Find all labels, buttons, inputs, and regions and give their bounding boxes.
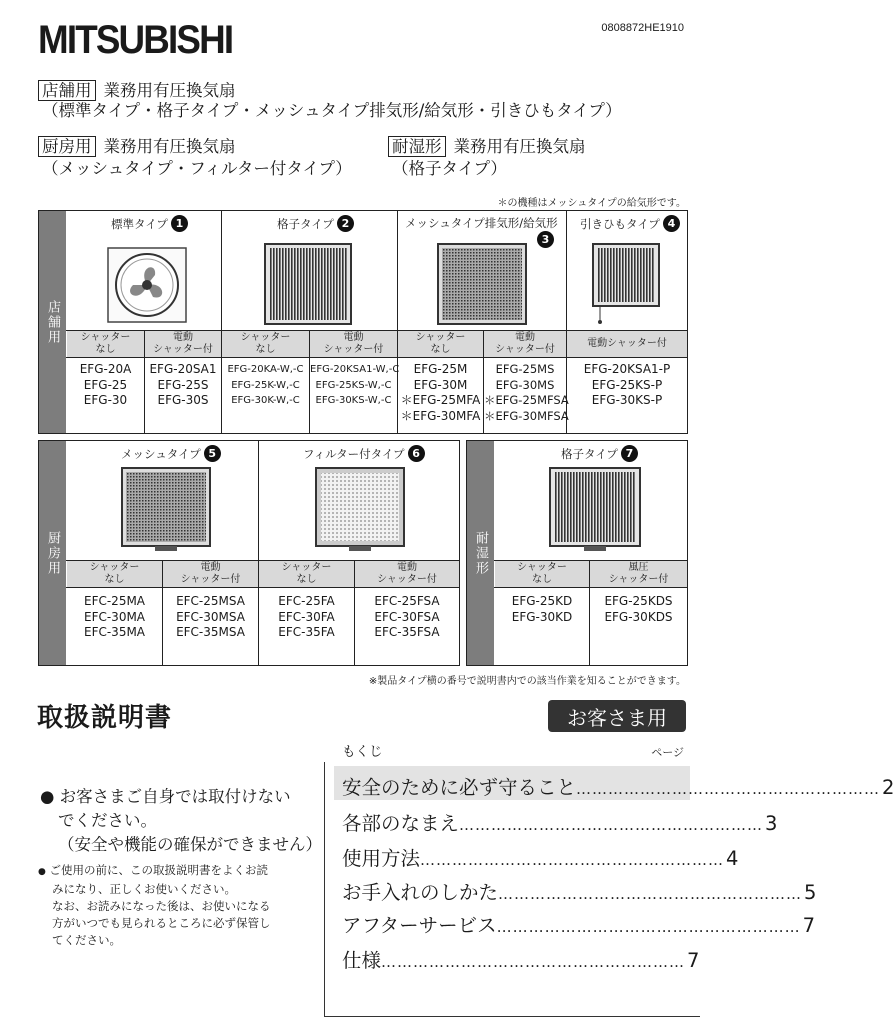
- header-line-2: （標準タイプ・格子タイプ・メッシュタイプ排気形/給気形・引きひもタイプ）: [42, 101, 622, 120]
- kitchen-hdr-4: 電動 シャッター付: [355, 561, 459, 587]
- store-models-1: EFG-20A EFG-25 EFG-30: [79, 362, 132, 407]
- store-hdr-3: シャッター なし: [222, 331, 309, 357]
- standard-fan-image: [107, 247, 187, 323]
- store-hdr-2: 電動 シャッター付: [145, 331, 221, 357]
- humid-hdr-2: 風圧 シャッター付: [590, 561, 687, 587]
- kitchen-panel: [38, 440, 460, 666]
- humid-louver-fan-image: [549, 467, 641, 553]
- cord-fan-image: [592, 243, 662, 325]
- toc-item-service[interactable]: アフターサービス ………………………………………………… 7: [342, 914, 816, 937]
- humid-hdr-1: シャッター なし: [495, 561, 589, 587]
- header-line-4a: （メッシュタイプ・フィルター付タイプ）: [42, 159, 352, 178]
- kitchen-models-3: EFC-25FA EFC-30FA EFC-35FA: [278, 594, 335, 639]
- store-type-2-title: 格子タイプ 2: [277, 215, 354, 232]
- humid-panel: [466, 440, 688, 666]
- toc-heading: もくじ: [342, 744, 383, 760]
- kitchen-hdr-1: シャッター なし: [67, 561, 162, 587]
- header-line-3a-text: 業務用有圧換気扇: [103, 137, 236, 156]
- store-type-4-title: 引きひもタイプ 4: [580, 215, 680, 232]
- store-tag: 店舗用: [38, 80, 96, 101]
- doc-number: 0808872HE1910: [601, 22, 684, 34]
- store-type-1-title: 標準タイプ 1: [111, 215, 188, 232]
- store-models-5: EFG-25M EFG-30M ＊EFG-25MFA ＊EFG-30MFA: [400, 362, 481, 423]
- store-models-3: EFG-20KA-W,-C EFG-25K-W,-C EFG-30K-W,-C: [227, 364, 304, 406]
- toc-page-heading: ページ: [651, 746, 684, 759]
- for-customer-badge: お客さま用: [548, 700, 686, 732]
- mesh-fan-image: [437, 243, 527, 325]
- store-models-2: EFG-20SA1 EFG-25S EFG-30S: [149, 362, 217, 407]
- humid-models-1: EFG-25KD EFG-30KD: [511, 594, 573, 624]
- kitchen-hdr-3: シャッター なし: [259, 561, 354, 587]
- manual-title: 取扱説明書: [37, 703, 173, 733]
- store-hdr-1: シャッター なし: [67, 331, 144, 357]
- store-hdr-6: 電動 シャッター付: [484, 331, 566, 357]
- kitchen-sideband: 厨房用: [39, 441, 66, 665]
- louver-fan-image: [264, 243, 352, 325]
- kitchen-type-5-title: メッシュタイプ 5: [121, 445, 221, 462]
- store-type-3-title: メッシュタイプ排気形/給気形: [405, 216, 558, 230]
- humid-tag: 耐湿形: [388, 136, 446, 157]
- store-sideband: 店舗用: [39, 211, 66, 433]
- kitchen-tag: 厨房用: [38, 136, 96, 157]
- kitchen-models-4: EFC-25FSA EFC-30FSA EFC-35FSA: [374, 594, 440, 639]
- toc-item-usage[interactable]: 使用方法 ………………………………………………… 4: [342, 847, 739, 870]
- store-models-6: EFG-25MS EFG-30MS ＊EFG-25MFSA ＊EFG-30MFSA: [484, 362, 569, 423]
- kitchen-type-6-title: フィルター付タイプ 6: [303, 445, 425, 462]
- toc-item-parts[interactable]: 各部のなまえ ………………………………………………… 3: [342, 812, 778, 835]
- header-line-1-text: 業務用有圧換気扇: [103, 81, 236, 100]
- store-panel: [38, 210, 688, 434]
- filter-fan-image: [315, 467, 405, 553]
- kitchen-mesh-fan-image: [121, 467, 211, 553]
- header-line-3b-text: 業務用有圧換気扇: [453, 137, 586, 156]
- header-line-4b: （格子タイプ）: [392, 159, 507, 178]
- store-hdr-7: 電動シャッター付: [567, 331, 687, 357]
- header-line-1: [38, 80, 236, 102]
- humid-models-2: EFG-25KDS EFG-30KDS: [604, 594, 673, 624]
- kitchen-models-2: EFC-25MSA EFC-30MSA EFC-35MSA: [176, 594, 245, 639]
- note-top: ＊の機種はメッシュタイプの給気形です。: [497, 198, 686, 209]
- kitchen-hdr-2: 電動 シャッター付: [163, 561, 258, 587]
- notice-block: ● ご使用の前に、この取扱説明書をよくお読 みになり、正しくお使いください。 なお、お読みになった後は、お使いになる 方がいつでも見られるところに必ず保管し てください。: [38, 863, 271, 947]
- toc-item-safety[interactable]: 安全のために必ず守ること ………………………………………………… 2: [342, 776, 894, 799]
- toc-item-care[interactable]: お手入れのしかた ………………………………………………… 5: [342, 881, 817, 904]
- header-line-3a: [38, 136, 236, 158]
- humid-type-7-title: 格子タイプ 7: [561, 445, 638, 462]
- store-models-7: EFG-20KSA1-P EFG-25KS-P EFG-30KS-P: [583, 362, 671, 407]
- header-line-3b: [388, 136, 586, 158]
- store-models-4: EFG-20KSA1-W,-C EFG-25KS-W,-C EFG-30KS-W,-C: [310, 364, 400, 406]
- store-hdr-4: 電動 シャッター付: [310, 331, 397, 357]
- humid-sideband: 耐湿形: [467, 441, 494, 665]
- store-type-3-badge: 3: [534, 231, 554, 248]
- brand-logo: MITSUBISHI: [38, 18, 233, 62]
- warning-block: ● お客さまご自身では取付けない でください。 （安全や機能の確保ができません）: [40, 787, 322, 854]
- toc-item-spec[interactable]: 仕様 ………………………………………………… 7: [342, 949, 700, 972]
- note-bottom: ※製品タイプ横の番号で説明書内での該当作業を知ることができます。: [368, 676, 686, 687]
- kitchen-models-1: EFC-25MA EFC-30MA EFC-35MA: [83, 594, 146, 639]
- store-hdr-5: シャッター なし: [398, 331, 483, 357]
